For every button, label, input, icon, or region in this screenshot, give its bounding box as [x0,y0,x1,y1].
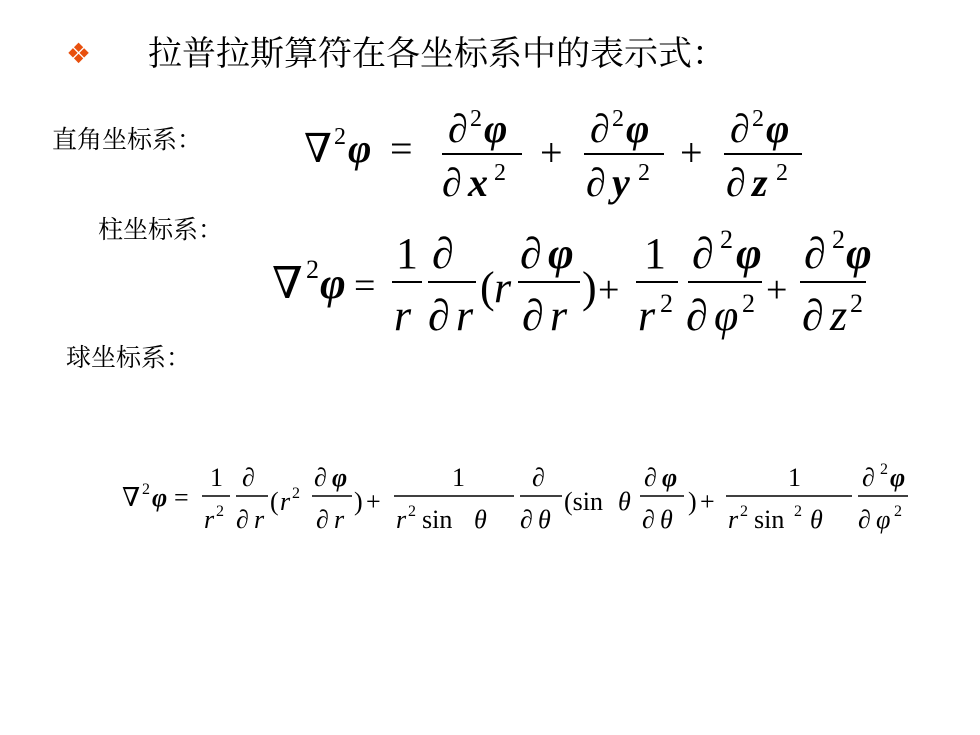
svg-text:=: = [354,265,376,307]
svg-text:r: r [254,505,265,534]
svg-text:2: 2 [880,461,888,478]
svg-text:+: + [598,269,620,311]
svg-text:r: r [728,505,739,534]
svg-text:∂: ∂ [448,106,468,151]
svg-text:θ: θ [810,505,823,534]
svg-text:∂: ∂ [590,106,610,151]
svg-text:∂: ∂ [314,463,327,492]
svg-text:1: 1 [644,229,666,278]
diamond-cluster-icon: ❖ [66,37,92,70]
svg-text:∂: ∂ [428,291,450,340]
svg-text:2: 2 [794,503,802,520]
svg-text:+: + [680,130,703,175]
svg-text:): ) [688,487,697,516]
svg-text:x: x [468,160,488,205]
svg-text:θ: θ [538,505,551,534]
svg-text:r: r [456,291,474,340]
svg-text:r: r [638,291,656,340]
spherical-label: 球坐标系： [66,343,192,372]
svg-text:φ: φ [152,483,168,512]
svg-text:2: 2 [470,106,482,132]
svg-text:(: ( [270,487,279,516]
svg-text:∂: ∂ [692,229,714,278]
svg-text:2: 2 [752,106,764,132]
svg-text:∂: ∂ [642,505,655,534]
svg-text:2: 2 [292,485,300,502]
svg-text:2: 2 [306,255,319,284]
svg-text:=: = [174,483,189,512]
svg-text:∂: ∂ [726,160,746,205]
svg-text:z: z [830,291,848,340]
svg-text:∂: ∂ [520,505,533,534]
cartesian-formula [290,100,810,205]
svg-text:r: r [334,505,345,534]
svg-text:φ: φ [890,463,906,492]
svg-text:z: z [752,160,768,205]
svg-text:+: + [700,487,715,516]
svg-text:φ: φ [548,229,574,278]
svg-text:1: 1 [452,463,465,492]
svg-text:φ: φ [736,229,762,278]
svg-text:sin: sin [422,505,453,534]
svg-text:φ: φ [348,126,372,171]
svg-text:): ) [354,487,363,516]
svg-text:1: 1 [788,463,801,492]
svg-text:φ: φ [714,291,739,340]
svg-text:∇: ∇ [272,259,303,308]
svg-text:∂: ∂ [804,229,826,278]
svg-text:∇: ∇ [122,483,141,512]
svg-text:φ: φ [876,505,891,534]
svg-text:sin: sin [754,505,785,534]
svg-text:∂: ∂ [432,229,454,278]
svg-text:r: r [396,505,407,534]
svg-text:∂: ∂ [644,463,657,492]
cylindrical-label: 柱坐标系： [98,215,224,244]
svg-text:r: r [394,291,412,340]
svg-text:θ: θ [660,505,673,534]
svg-text:φ: φ [332,463,348,492]
svg-text:r: r [550,291,568,340]
slide-title: 拉普拉斯算符在各坐标系中的表示式： [148,34,726,74]
svg-text:): ) [582,263,597,312]
svg-text:∂: ∂ [586,160,606,205]
svg-text:(: ( [480,263,495,312]
svg-text:∂: ∂ [520,229,542,278]
svg-text:1: 1 [210,463,223,492]
svg-text:2: 2 [142,481,150,498]
cartesian-label: 直角坐标系： [52,125,203,154]
svg-text:∂: ∂ [236,505,249,534]
svg-text:∂: ∂ [316,505,329,534]
svg-text:∂: ∂ [522,291,544,340]
svg-text:r: r [280,487,291,516]
svg-text:φ: φ [662,463,678,492]
svg-text:2: 2 [660,289,673,318]
svg-text:θ: θ [618,487,631,516]
svg-text:φ: φ [484,106,508,151]
svg-text:2: 2 [776,160,788,186]
svg-text:r: r [204,505,215,534]
svg-text:2: 2 [612,106,624,132]
cylindrical-formula [268,222,872,344]
svg-text:φ: φ [846,229,872,278]
svg-text:2: 2 [850,289,863,318]
svg-text:2: 2 [216,503,224,520]
svg-text:2: 2 [740,503,748,520]
svg-text:∇: ∇ [304,126,332,171]
svg-text:φ: φ [320,259,346,308]
svg-text:2: 2 [742,289,755,318]
svg-text:2: 2 [638,160,650,186]
svg-text:θ: θ [474,505,487,534]
svg-text:∂: ∂ [686,291,708,340]
svg-text:∂: ∂ [442,160,462,205]
svg-text:+: + [366,487,381,516]
svg-text:2: 2 [832,225,845,254]
svg-text:φ: φ [626,106,650,151]
svg-text:∂: ∂ [802,291,824,340]
svg-text:1: 1 [396,229,418,278]
svg-text:∂: ∂ [730,106,750,151]
svg-text:2: 2 [894,503,902,520]
spherical-formula [118,452,918,552]
svg-text:∂: ∂ [532,463,545,492]
svg-text:∂: ∂ [858,505,871,534]
svg-text:+: + [540,130,563,175]
svg-text:∂: ∂ [242,463,255,492]
svg-text:2: 2 [334,124,346,150]
svg-text:+: + [766,269,788,311]
svg-text:y: y [612,160,630,205]
svg-text:2: 2 [720,225,733,254]
svg-text:φ: φ [766,106,790,151]
svg-text:r: r [494,263,512,312]
svg-text:2: 2 [494,160,506,186]
svg-text:∂: ∂ [862,463,875,492]
svg-text:=: = [390,126,413,171]
svg-text:(sin: (sin [564,487,603,516]
svg-text:2: 2 [408,503,416,520]
